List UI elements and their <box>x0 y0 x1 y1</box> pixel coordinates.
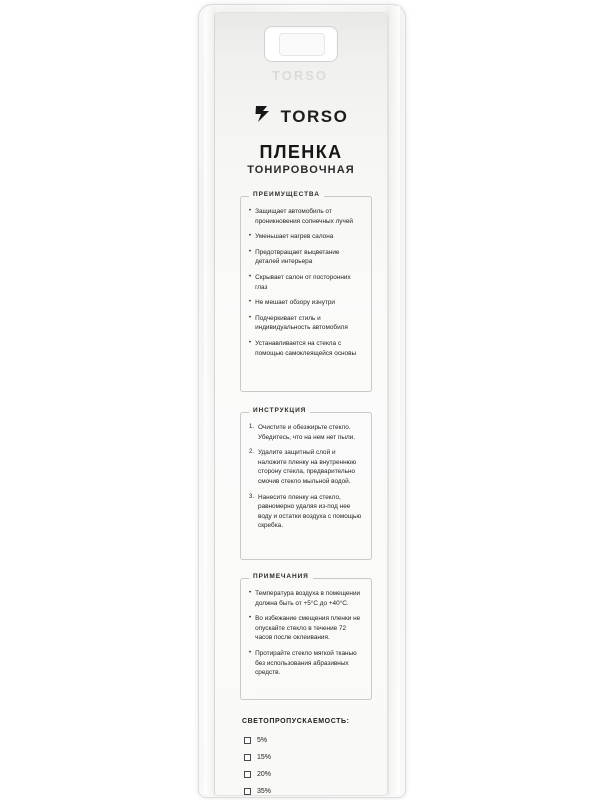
list-item-text: Очистите и обезжирьте стекло. Убедитесь, что на нем нет пыли. <box>258 424 356 441</box>
list-item-text: Защищает автомобиль от проникновения солнечных лучей <box>255 208 353 225</box>
section-advantages <box>240 191 372 392</box>
list-item-text: Уменьшает нагрев салона <box>255 233 334 241</box>
list-item-text: Температура воздуха в помещении должна быть от +5°С до +40°С. <box>255 590 361 607</box>
list-item <box>249 232 364 242</box>
light-transmission-options <box>244 732 374 800</box>
bullet-icon: • <box>249 590 252 596</box>
brand-logo <box>236 104 366 129</box>
bullet-icon: • <box>249 248 252 255</box>
product-subtitle: ТОНИРОВОЧНАЯ <box>247 164 355 176</box>
list-item <box>249 339 364 358</box>
bullet-icon: • <box>249 615 252 622</box>
list-item <box>249 273 364 292</box>
list-item <box>244 732 374 749</box>
list-item <box>249 298 364 308</box>
list-item-text: Не мешает обзору изнутри <box>255 299 335 307</box>
list-item <box>249 649 364 678</box>
option-label: 15% <box>257 754 272 761</box>
bullet-icon: • <box>249 340 252 347</box>
bullet-icon: • <box>249 233 252 240</box>
step-number: 1. <box>249 424 255 430</box>
checkbox-icon <box>244 737 251 744</box>
section-advantages-legend: ПРЕИМУЩЕСТВА <box>249 191 324 198</box>
section-instructions-legend: ИНСТРУКЦИЯ <box>249 407 310 414</box>
list-item <box>249 589 364 608</box>
list-item <box>249 314 364 333</box>
option-label: 20% <box>257 771 272 778</box>
section-instructions <box>240 407 372 560</box>
list-item <box>249 614 364 643</box>
list-item <box>249 448 364 486</box>
checkbox-icon <box>244 754 251 761</box>
hang-hole <box>264 26 338 62</box>
package-seam-right <box>388 12 389 796</box>
option-label: 35% <box>257 788 272 795</box>
list-item-text: Подчеркивает стиль и индивидуальность автомобиля <box>255 314 348 332</box>
torso-mark-icon <box>254 104 276 129</box>
list-item <box>249 207 364 226</box>
bullet-icon: • <box>249 314 252 321</box>
list-item-text: Во избежание смещения пленки не опускайте стекло в течение 72 часов после оклеивания. <box>255 615 361 642</box>
step-number: 2. <box>249 449 255 456</box>
product-title: ПЛЕНКА <box>259 142 343 162</box>
bullet-icon: • <box>249 274 252 281</box>
bullet-icon: • <box>249 299 252 306</box>
step-number: 3. <box>249 493 255 500</box>
list-item-text: Удалите защитный слой и наложите пленку на внутреннюю сторону стекла, предварительно смочив стекло мыльной водой. <box>258 449 357 486</box>
list-item <box>249 248 364 267</box>
option-label: 5% <box>257 737 268 744</box>
ghost-brand-showthrough: TORSO <box>272 68 328 83</box>
checkbox-icon <box>244 788 251 795</box>
package-seam-left <box>214 12 215 796</box>
bullet-icon: • <box>249 208 252 214</box>
list-item <box>244 749 374 766</box>
list-item-text: Скрывает салон от посторонних глаз <box>255 274 351 291</box>
list-item-text: Предотвращает выцветание деталей интерьера <box>255 248 340 266</box>
list-item <box>249 493 364 531</box>
section-notes-legend: ПРИМЕЧАНИЯ <box>249 573 313 580</box>
list-item-text: Протирайте стекло мягкой тканью без использования абразивных средств. <box>255 650 357 677</box>
bullet-icon: • <box>249 650 252 657</box>
checkbox-icon <box>244 771 251 778</box>
list-item-text: Устанавливается на стекла с помощью самоклеящейся основы <box>255 340 357 357</box>
brand-name: TORSO <box>280 107 349 126</box>
list-item <box>244 783 374 800</box>
section-notes <box>240 573 372 700</box>
list-item-text: Нанесите пленку на стекло, равномерно удаляя из-под нее воду и остатки воздуха с помощью скребка. <box>258 493 362 530</box>
list-item <box>249 423 364 442</box>
list-item <box>244 766 374 783</box>
light-transmission-title: СВЕТОПРОПУСКАЕМОСТЬ: <box>242 718 350 725</box>
